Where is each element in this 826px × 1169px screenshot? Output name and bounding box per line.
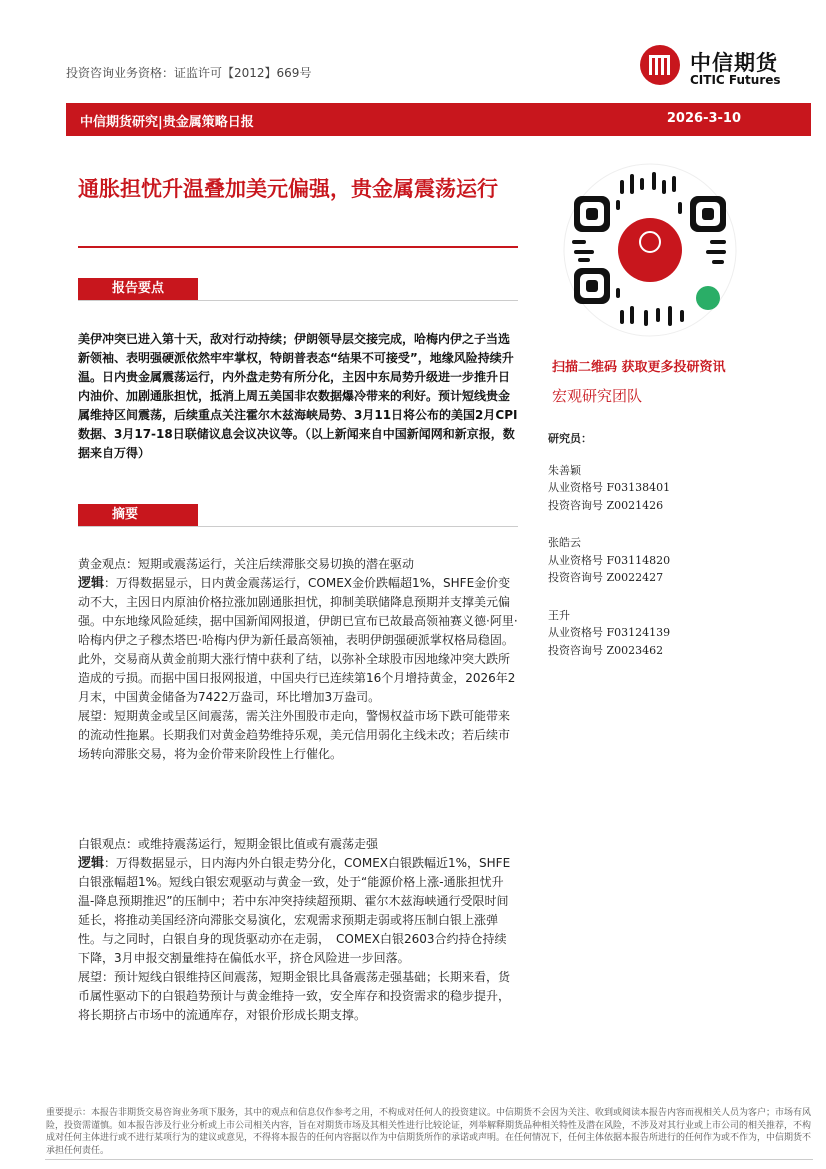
analyst-cert: 从业资格号 F03114820 — [548, 553, 671, 567]
section-label-report-points: 报告要点 — [78, 278, 198, 300]
analyst-name: 张皓云 — [548, 536, 581, 549]
gold-logic — [78, 574, 518, 707]
analyst-cert: 从业资格号 F03138401 — [548, 481, 671, 494]
analyst-name: 朱善颖 — [548, 463, 581, 477]
silver-outlook: 展望：预计短线白银维持区间震荡，短期金银比具备震荡走强基础；长期来看，货币属性驱动下的白银趋势预计与黄金维持一致，安全库存和投资需求的稳步提升，将长期挤占市场中的流通库存，对银价形成长期支撑。 — [78, 970, 511, 1022]
analyst-entry — [548, 462, 728, 515]
mini-program-icon — [696, 286, 720, 310]
section-divider — [78, 300, 518, 301]
logo-cn-text: 中信期货 — [690, 51, 778, 75]
disclaimer-text: 重要提示：本报告非期货交易咨询业务项下服务，其中的观点和信息仅作参考之用，不构成对任何人的投资建议。中信期货不会因为关注、收到或阅读本报告内容而视相关人员为客户；市场有风险，投资需谨慎。如本报告涉及行业分析或上市公司相关内容，旨在对期货市场及其相关性进行比较论证，列举解释期货品种相关特性及潜在风险，不涉及对其行业或上市公司的相关推荐，不构成对任何主体进行或不进行某项行为的建议或意见，不得将本报告的任何内容据以作为中信期货所作的承诺或声明。在任何情况下，任何主体依据本报告所进行的任何作为或不作为，中信期货不承担任何责任。 — [46, 1108, 812, 1156]
report-title: 通胀担忧升温叠加美元偏强，贵金属震荡运行 — [78, 177, 498, 201]
analyst-entry — [548, 534, 728, 587]
analyst-cert: 从业资格号 F03124139 — [548, 626, 671, 639]
analyst-name: 王升 — [548, 608, 570, 622]
report-header-bar — [66, 103, 811, 136]
gold-outlook: 展望：短期黄金或呈区间震荡，需关注外围股市走向，警惕权益市场下跌可能带来的流动性拖累。长期我们对黄金趋势维持乐观，美元信用弱化主线未改；若后续市场转向滞胀交易，将为金价带来阶段性上行催化。 — [78, 709, 511, 761]
qr-caption: 扫描二维码 获取更多投研资讯 — [552, 360, 726, 375]
silver-section — [78, 835, 518, 1025]
silver-logic-label: 逻辑 — [78, 856, 105, 871]
analyst-advisory: 投资咨询号 Z0022427 — [548, 571, 664, 584]
report-date: 2026-3-10 — [666, 111, 741, 126]
footer-divider — [45, 1159, 813, 1160]
silver-logic-text: ：万得数据显示，日内海内外白银走势分化，COMEX白银跌幅近1%，SHFE白银涨幅超1%。短线白银宏观驱动与黄金一致，处于“能源价格上涨-通胀担忧升温-降息预期推迟”的压制中；若中东冲突持续超预期、霍尔木兹海峡通行受限时间延长，将推动美国经济向滞胀交易演化，宏观需求预期走弱或将压制白银上涨弹性。与之同时，白银自身的现货驱动亦在走弱， COMEX白银2603合约持仓持续下降，3月申报交割量维持在偏低水平，挤仓风险进一步回落。 — [78, 856, 511, 965]
gold-section — [78, 555, 518, 764]
gold-view: 黄金观点：短期或震荡运行，关注后续滞胀交易切换的潜在驱动 — [78, 557, 415, 571]
title-divider — [78, 246, 518, 248]
team-name: 宏观研究团队 — [552, 387, 643, 405]
gold-logic-text: ：万得数据显示，日内黄金震荡运行，COMEX金价跌幅超1%，SHFE金价变动不大，主因日内原油价格拉涨加剧通胀担忧，抑制美联储降息预期并支撑美元偏强。中东地缘风险延续，据中国新闻网报道，伊朗已宣布已故最高领袖赛义德·阿里·哈梅内伊之子穆杰塔巴·哈梅内伊为新任最高领袖，表明伊朗强硬派掌权格局稳固。此外，交易商从黄金前期大涨行情中获利了结，以弥补全球股市因地缘冲突大跌所造成的亏损。而据中国日报网报道，中国央行已连续第16个月增持黄金，2026年2月末，中国黄金储备为7422万盎司，环比增加3万盎司。 — [78, 576, 518, 704]
qr-center-logo — [618, 218, 682, 282]
logo-en-text: CITIC Futures — [690, 73, 781, 87]
qr-code-icon — [560, 160, 740, 340]
silver-logic — [78, 854, 518, 968]
analyst-advisory: 投资咨询号 Z0023462 — [548, 643, 664, 657]
silver-view: 白银观点：或维持震荡运行，短期金银比值或有震荡走强 — [78, 837, 379, 851]
license-text: 投资咨询业务资格：证监许可【2012】669号 — [66, 66, 312, 80]
citic-seal-icon — [640, 45, 680, 85]
report-summary: 美伊冲突已进入第十天，敌对行动持续；伊朗领导层交接完成，哈梅内伊之子当选新领袖、表明强硬派依然牢牢掌权，特朗普表态“结果不可接受”，地缘风险持续升温。日内贵金属震荡运行，内外盘走势有所分化，主因中东局势升级进一步推升日内油价、加剧通胀担忧，抵消上周五美国非农数据爆冷带来的利好。预计短线贵金属维持区间震荡，后续重点关注霍尔木兹海峡局势、3月11日将公布的美国2月CPI数据、3月17-18日联储议息会议决议等。（以上新闻来自中国新闻网和新京报，数据来自万得） — [78, 332, 518, 460]
report-series: 中信期货研究|贵金属策略日报 — [80, 115, 254, 130]
section-label-abstract: 摘要 — [78, 504, 198, 526]
analyst-advisory: 投资咨询号 Z0021426 — [548, 498, 664, 512]
researchers-label: 研究员： — [548, 432, 592, 445]
analyst-entry — [548, 607, 728, 660]
analyst-list — [548, 430, 728, 679]
company-logo — [640, 45, 810, 95]
gold-logic-label: 逻辑 — [78, 576, 105, 591]
section-divider — [78, 526, 518, 527]
